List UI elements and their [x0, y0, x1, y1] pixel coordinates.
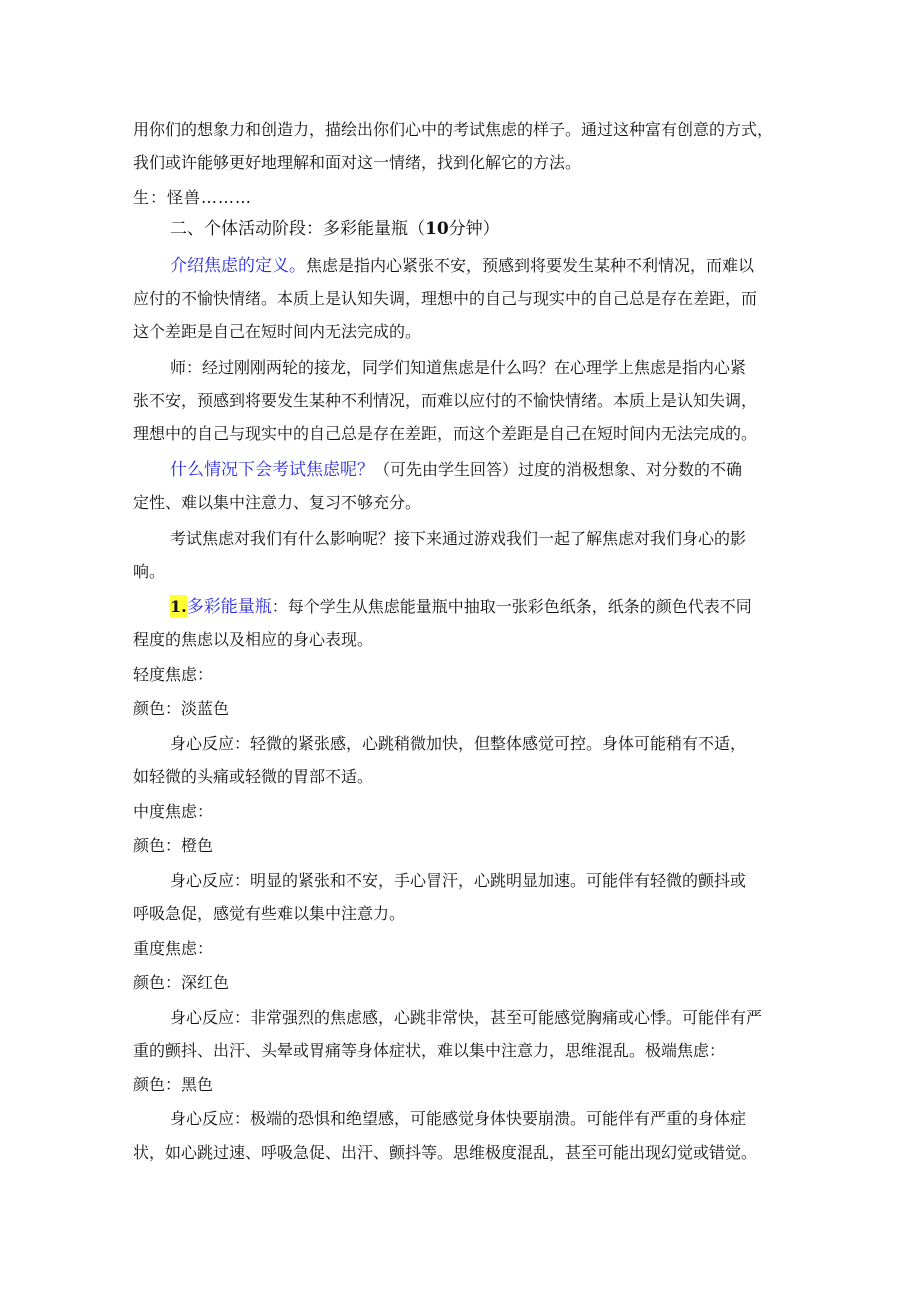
definition-line-3: 这个差距是自己在短时间内无法完成的。 — [133, 322, 422, 341]
definition-label: 介绍焦虑的定义。 — [170, 256, 306, 276]
intro-line-2: 我们或许能够更好地理解和面对这一情绪，找到化解它的方法。 — [133, 153, 582, 172]
student-answer: 生：怪兽……… — [133, 188, 253, 207]
definition-line-2: 应付的不愉快情绪。本质上是认知失调，理想中的自己与现实中的自己总是存在差距，而 — [133, 289, 758, 308]
moderate-reaction-2: 呼吸急促，感觉有些难以集中注意力。 — [133, 904, 406, 923]
when-text-1: （可先由学生回答）过度的消极想象、对分数的不确 — [374, 460, 743, 479]
severe-title: 重度焦虑： — [133, 939, 214, 958]
severe-reaction-1: 身心反应：非常强烈的焦虑感，心跳非常快，甚至可能感觉胸痛或心悸。可能伴有严 — [170, 1008, 763, 1027]
moderate-reaction-1: 身心反应：明显的紧张和不安，手心冒汗，心跳明显加速。可能伴有轻微的颤抖或 — [170, 871, 747, 890]
extreme-color: 颜色：黑色 — [133, 1075, 214, 1094]
extreme-reaction-2: 状，如心跳过速、呼吸急促、出汗、颤抖等。思维极度混乱，甚至可能出现幻觉或错觉。 — [133, 1143, 758, 1162]
activity-line-1 — [170, 597, 752, 617]
moderate-title: 中度焦虑： — [133, 802, 214, 821]
definition-line-1 — [170, 256, 754, 276]
mild-color: 颜色：淡蓝色 — [133, 699, 230, 718]
activity-label: 多彩能量瓶 — [186, 597, 272, 617]
teacher-line-3: 理想中的自己与现实中的自己总是存在差距，而这个差距是自己在短时间内无法完成的。 — [133, 424, 758, 443]
impact-line-1: 考试焦虑对我们有什么影响呢？接下来通过游戏我们一起了解焦虑对我们身心的影 — [170, 529, 747, 548]
section-2-heading-tail: 分钟） — [448, 219, 500, 239]
mild-reaction-1: 身心反应：轻微的紧张感，心跳稍微加快，但整体感觉可控。身体可能稍有不适， — [170, 734, 747, 753]
definition-text-1: 焦虑是指内心紧张不安，预感到将要发生某种不利情况，而难以 — [306, 256, 755, 275]
when-line-2: 定性、难以集中注意力、复习不够充分。 — [133, 493, 422, 512]
extreme-reaction-1: 身心反应：极端的恐惧和绝望感，可能感觉身体快要崩溃。可能伴有严重的身体症 — [170, 1109, 747, 1128]
teacher-line-2: 张不安，预感到将要发生某种不利情况，而难以应付的不愉快情绪。本质上是认知失调， — [133, 391, 758, 410]
intro-line-1: 用你们的想象力和创造力，描绘出你们心中的考试焦虑的样子。通过这种富有创意的方式， — [133, 120, 774, 139]
severe-reaction-2: 重的颤抖、出汗、头晕或胃痛等身体症状，难以集中注意力，思维混乱。极端焦虑： — [133, 1041, 726, 1060]
moderate-color: 颜色：橙色 — [133, 836, 214, 855]
section-2-heading-main: 二、个体活动阶段：多彩能量瓶（ — [170, 219, 425, 239]
when-label: 什么情况下会考试焦虑呢？ — [170, 460, 374, 480]
teacher-line-1: 师：经过刚刚两轮的接龙，同学们知道焦虑是什么吗？在心理学上焦虑是指内心紧 — [170, 358, 747, 377]
mild-title: 轻度焦虑： — [133, 665, 214, 684]
activity-text-1: ：每个学生从焦虑能量瓶中抽取一张彩色纸条，纸条的颜色代表不同 — [271, 597, 752, 616]
mild-reaction-2: 如轻微的头痛或轻微的胃部不适。 — [133, 767, 374, 786]
section-2-heading-number: 10 — [425, 219, 449, 239]
activity-number-highlight: 1. — [170, 597, 187, 616]
severe-color: 颜色：深红色 — [133, 973, 230, 992]
section-2-heading — [170, 219, 500, 239]
impact-line-2: 响。 — [133, 562, 166, 581]
activity-line-2: 程度的焦虑以及相应的身心表现。 — [133, 630, 374, 649]
when-line-1 — [170, 460, 742, 480]
